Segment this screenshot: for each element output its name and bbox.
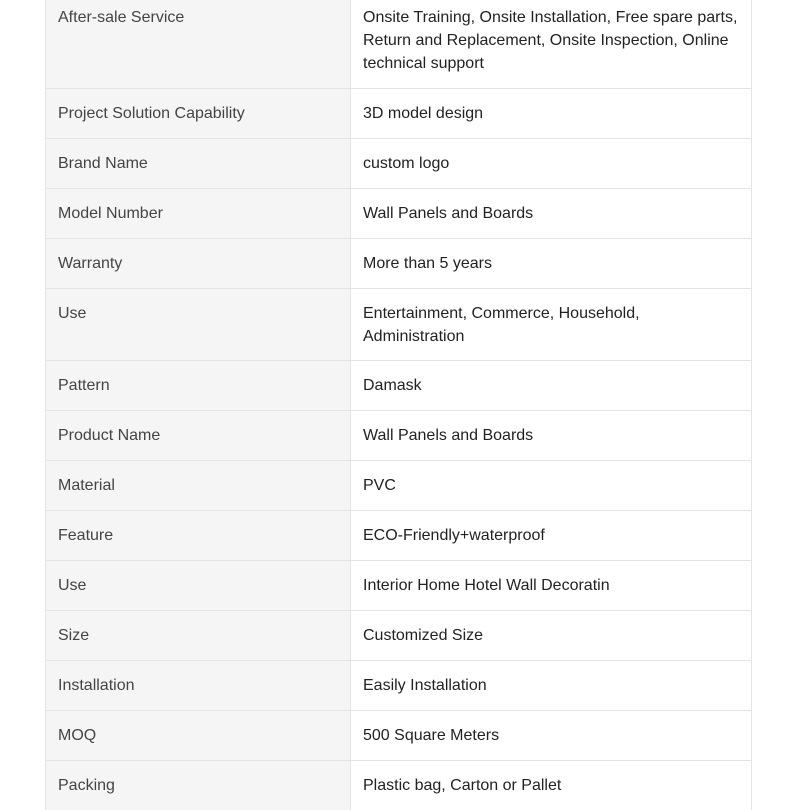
table-row [46, 188, 752, 238]
spec-value: 500 Square Meters [351, 710, 752, 760]
spec-value: Plastic bag, Carton or Pallet [351, 760, 752, 810]
spec-key: Installation [46, 660, 351, 710]
spec-key: Product Name [46, 410, 351, 460]
spec-table [45, 0, 752, 810]
table-row [46, 710, 752, 760]
spec-key: Warranty [46, 238, 351, 288]
table-row [46, 610, 752, 660]
spec-key: Use [46, 560, 351, 610]
spec-key: Packing [46, 760, 351, 810]
table-row [46, 238, 752, 288]
spec-value: Onsite Training, Onsite Installation, Free spare parts, Return and Replacement, Onsite Inspection, Online technical support [351, 0, 752, 88]
spec-key: Feature [46, 510, 351, 560]
table-row [46, 360, 752, 410]
spec-value: Customized Size [351, 610, 752, 660]
table-row [46, 138, 752, 188]
table-row [46, 288, 752, 360]
table-row [46, 760, 752, 810]
spec-value: Damask [351, 360, 752, 410]
spec-key: Model Number [46, 188, 351, 238]
spec-value: PVC [351, 460, 752, 510]
table-row [46, 660, 752, 710]
spec-value: Easily Installation [351, 660, 752, 710]
spec-value: custom logo [351, 138, 752, 188]
table-row [46, 560, 752, 610]
spec-key: Brand Name [46, 138, 351, 188]
spec-key: Pattern [46, 360, 351, 410]
table-row [46, 88, 752, 138]
table-row [46, 460, 752, 510]
spec-key: Material [46, 460, 351, 510]
product-specifications [45, 0, 751, 810]
spec-key: Use [46, 288, 351, 360]
spec-value: Entertainment, Commerce, Household, Administration [351, 288, 752, 360]
spec-value: More than 5 years [351, 238, 752, 288]
spec-value: 3D model design [351, 88, 752, 138]
table-row [46, 510, 752, 560]
spec-value: Wall Panels and Boards [351, 188, 752, 238]
table-row [46, 410, 752, 460]
spec-value: ECO-Friendly+waterproof [351, 510, 752, 560]
spec-value: Wall Panels and Boards [351, 410, 752, 460]
spec-key: Size [46, 610, 351, 660]
spec-key: Project Solution Capability [46, 88, 351, 138]
spec-value: Interior Home Hotel Wall Decoratin [351, 560, 752, 610]
spec-key: After-sale Service [46, 0, 351, 88]
table-row [46, 0, 752, 88]
spec-key: MOQ [46, 710, 351, 760]
